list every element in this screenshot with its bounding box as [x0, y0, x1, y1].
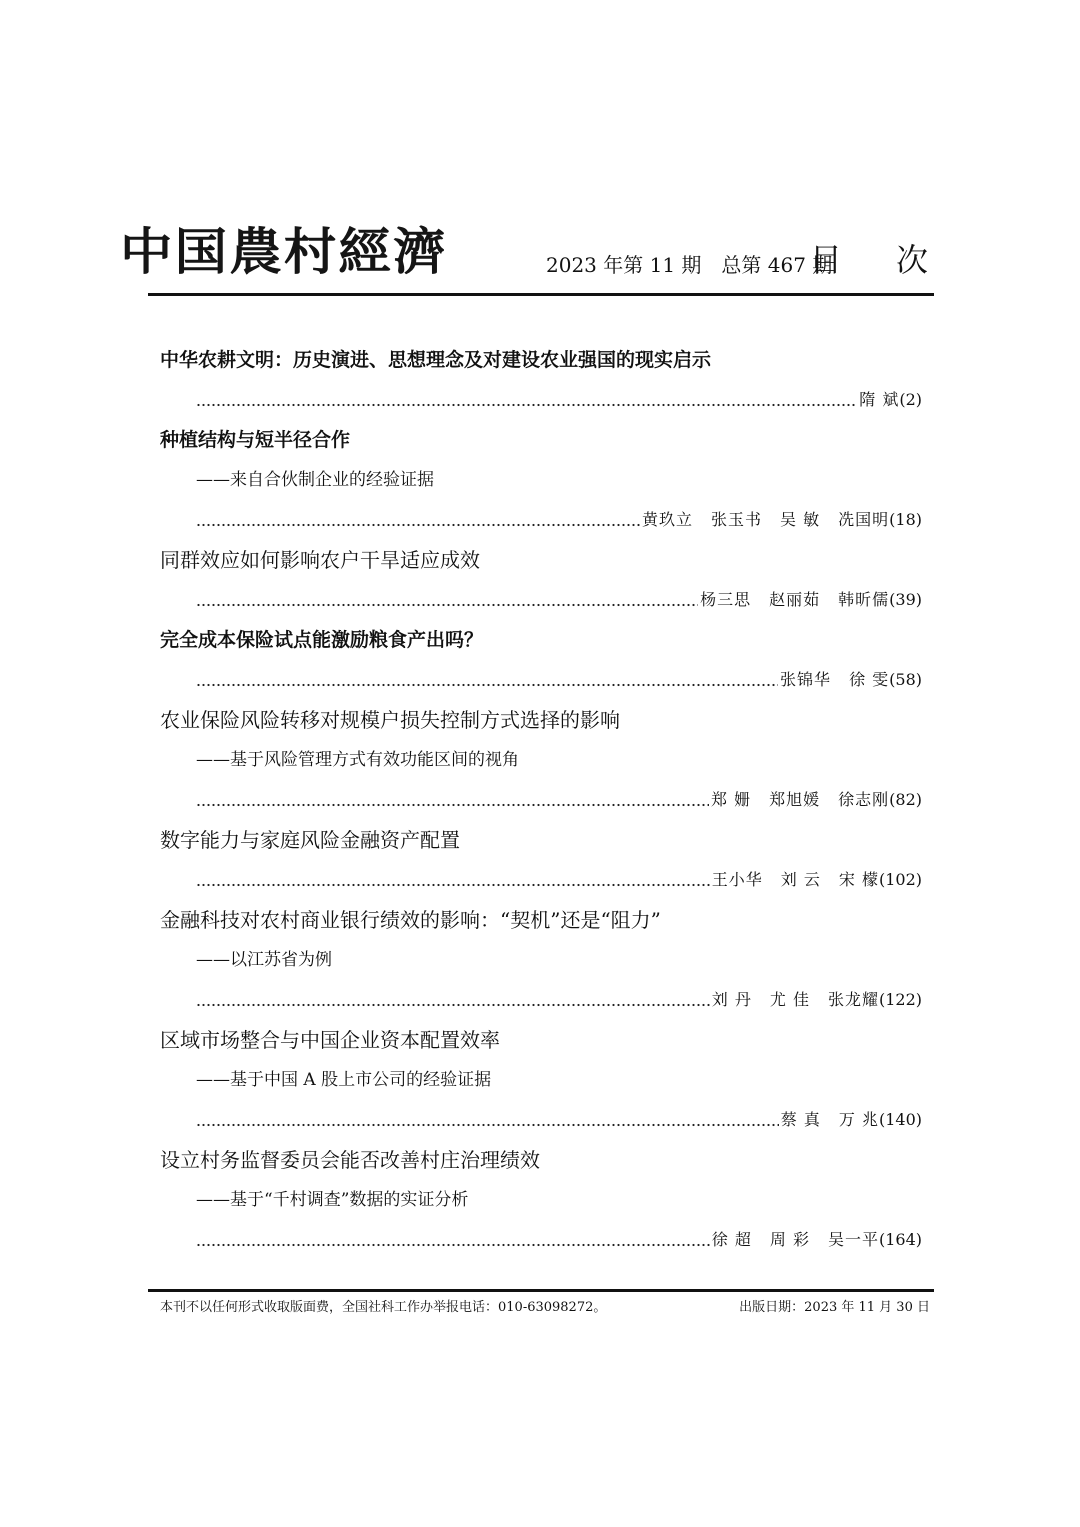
article-title[interactable]: 种植结构与短半径合作	[160, 429, 351, 451]
dot-leader	[196, 780, 709, 820]
dot-leader	[196, 660, 778, 700]
article-subtitle: ——基于风险管理方式有效功能区间的视角	[196, 750, 519, 770]
journal-logo: 中国農村經濟	[120, 223, 448, 281]
article-title[interactable]: 农业保险风险转移对规模户损失控制方式选择的影响	[160, 708, 620, 732]
author-name: 万 兆	[838, 1110, 879, 1129]
article-subtitle: ——以江苏省为例	[196, 950, 332, 970]
author-name: 黄玖立	[642, 510, 694, 529]
author-name: 隋 斌	[859, 390, 900, 409]
author-names	[781, 1100, 879, 1140]
author-line	[160, 1100, 922, 1140]
toc-entry[interactable]	[160, 420, 922, 540]
author-name: 韩昕儒	[838, 590, 890, 609]
article-title[interactable]: 区域市场整合与中国企业资本配置效率	[160, 1028, 500, 1052]
author-name: 张玉书	[711, 510, 763, 529]
author-names	[712, 980, 879, 1020]
author-name: 尤 佳	[769, 990, 810, 1009]
author-names	[700, 580, 889, 620]
year-issue: 2023 年第 11 期	[546, 253, 702, 277]
author-name: 蔡 真	[780, 1110, 821, 1129]
author-name: 周 彩	[769, 1230, 810, 1249]
author-line	[160, 380, 922, 420]
author-name: 徐志刚	[838, 790, 890, 809]
article-subtitle: ——来自合伙制企业的经验证据	[196, 470, 434, 490]
article-title[interactable]: 中华农耕文明：历史演进、思想理念及对建设农业强国的现实启示	[160, 349, 712, 371]
author-line	[160, 660, 922, 700]
author-name: 张锦华	[780, 670, 832, 689]
author-name: 刘 云	[780, 870, 821, 889]
issue-info	[546, 250, 832, 280]
dot-leader	[196, 380, 857, 420]
dot-leader	[196, 860, 710, 900]
toc-title: 目 次	[809, 241, 950, 279]
toc-entry[interactable]	[160, 900, 922, 1020]
page-number: (82)	[889, 790, 922, 809]
toc-entry[interactable]	[160, 340, 922, 420]
author-line	[160, 780, 922, 820]
page-number: (58)	[889, 670, 922, 689]
dot-leader	[196, 580, 698, 620]
author-names	[712, 1220, 879, 1260]
top-rule	[148, 293, 934, 296]
article-title[interactable]: 数字能力与家庭风险金融资产配置	[160, 828, 460, 852]
author-names	[859, 380, 899, 420]
dot-leader	[196, 1100, 779, 1140]
author-line	[160, 980, 922, 1020]
author-name: 徐 雯	[849, 670, 890, 689]
author-name: 郑旭媛	[769, 790, 821, 809]
article-title[interactable]: 同群效应如何影响农户干旱适应成效	[160, 548, 480, 572]
toc-entry[interactable]	[160, 820, 922, 900]
author-line	[160, 580, 922, 620]
dot-leader	[196, 1220, 710, 1260]
masthead	[120, 222, 950, 282]
author-name: 宋 檬	[838, 870, 879, 889]
author-name: 吴 敏	[780, 510, 821, 529]
bottom-rule	[148, 1289, 934, 1292]
page-number: (164)	[878, 1230, 922, 1249]
author-names	[642, 500, 889, 540]
author-names	[780, 660, 889, 700]
author-name: 杨三思	[700, 590, 752, 609]
author-line	[160, 860, 922, 900]
article-title[interactable]: 完全成本保险试点能激励粮食产出吗？	[160, 629, 484, 651]
dot-leader	[196, 500, 640, 540]
author-name: 刘 丹	[711, 990, 752, 1009]
author-name: 王小华	[711, 870, 763, 889]
author-name: 吴一平	[827, 1230, 879, 1249]
total-issue: 总第 467 期	[721, 253, 833, 277]
page-number: (39)	[889, 590, 922, 609]
author-name: 郑 姗	[711, 790, 752, 809]
table-of-contents	[160, 340, 922, 1260]
page-number: (122)	[878, 990, 922, 1009]
toc-entry[interactable]	[160, 700, 922, 820]
page-number: (18)	[889, 510, 922, 529]
page-number: (140)	[878, 1110, 922, 1129]
toc-entry[interactable]	[160, 1140, 922, 1260]
toc-entry[interactable]	[160, 540, 922, 620]
publish-date: 出版日期：2023 年 11 月 30 日	[739, 1300, 930, 1315]
page-number: (2)	[899, 390, 922, 409]
author-line	[160, 500, 922, 540]
article-title[interactable]: 金融科技对农村商业银行绩效的影响：“契机”还是“阻力”	[160, 908, 661, 932]
author-line	[160, 1220, 922, 1260]
toc-entry[interactable]	[160, 1020, 922, 1140]
footer-notice: 本刊不以任何形式收取版面费，全国社科工作办举报电话：010-63098272。	[160, 1300, 607, 1315]
page-number: (102)	[878, 870, 922, 889]
author-names	[712, 860, 879, 900]
author-name: 冼国明	[838, 510, 890, 529]
article-subtitle: ——基于中国 A 股上市公司的经验证据	[196, 1070, 492, 1090]
toc-entry[interactable]	[160, 620, 922, 700]
author-name: 徐 超	[711, 1230, 752, 1249]
article-subtitle: ——基于“千村调查”数据的实证分析	[196, 1190, 469, 1210]
author-name: 赵丽茹	[769, 590, 821, 609]
dot-leader	[196, 980, 710, 1020]
article-title[interactable]: 设立村务监督委员会能否改善村庄治理绩效	[160, 1148, 540, 1172]
author-names	[711, 780, 889, 820]
author-name: 张龙耀	[827, 990, 879, 1009]
